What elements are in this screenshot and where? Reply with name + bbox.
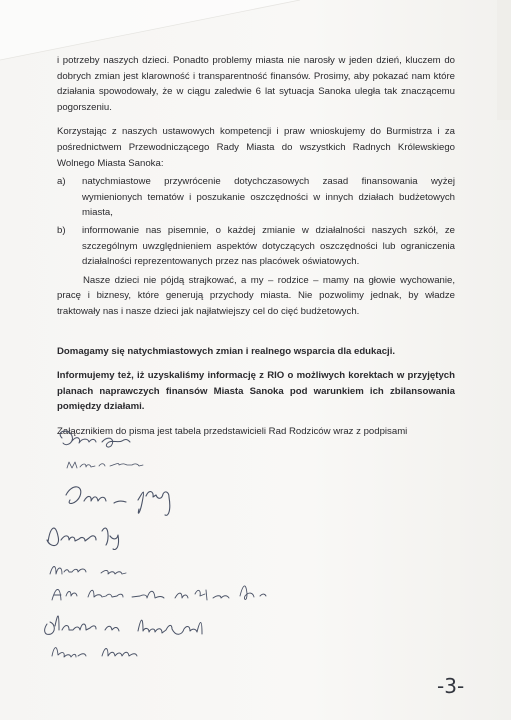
paragraph-2: Korzystając z naszych ustawowych kompetencji i praw wnioskujemy do Burmistrza i za pośrednictwem Przewodniczącego Rady Miasta do wszystkich Radnych Królewskiego Wolnego Miasta Sanoka: [57,126,455,169]
signature-3 [66,487,170,515]
list-item-text: natychmiastowe przywrócenie dotychczasowych zasad finansowania wyżej wymienionych tematów i poszukanie oszczędności w innych działach budżetowych miasta, [82,176,455,219]
signature-7 [45,616,202,634]
list-marker: a) [57,176,66,188]
paragraph-1: i potrzeby naszych dzieci. Ponadto problemy miasta nie narosły w jeden dzień, kluczem do dobrych zmian jest klarowność i transparentność finansów. Prosimy, aby pokazać nam które działania spowodowały, że w ciągu zaledwie 6 lat sytuacja Sanoka uległa tak znaczącemu pogorszeniu. [57,55,455,113]
signature-5 [50,567,126,575]
list-marker: b) [57,224,66,236]
signature-6 [52,586,266,600]
signature-8 [52,648,137,657]
list-item-text: informowanie nas pisemnie, o każdej zmianie w działalności naszych szkół, ze szczególnym uwzględnieniem aspektów dotyczących oszczędności lub ograniczenia działalności reprezentowanych przez nas placówek oświatowych. [82,224,455,268]
demand-statement: Domagamy się natychmiastowych zmian i realnego wsparcia dla edukacji. [57,345,396,357]
signature-4 [47,528,119,549]
attachment-note: Załącznikiem do pisma jest tabela przedstawicieli Rad Rodziców wraz z podpisami [57,425,408,437]
signature-1 [60,431,130,447]
paragraph-3: Nasze dzieci nie pójdą strajkować, a my – rodzice – mamy na głowie wychowanie, pracę i biznesy, które generują przychody miasta. Nie pozwolimy jednak, by władze traktowały nas i nasze dzieci jak najłatwiejszy cel do cięć budżetowych. [57,274,455,317]
signature-2 [67,462,143,468]
page-number: -3- [437,674,465,698]
info-statement: Informujemy też, iż uzyskaliśmy informację z RIO o możliwych korektach w przyjętych planach naprawczych finansów Miasta Sanoka pod warunkiem ich zbilansowania pomiędzy działami. [57,370,455,413]
